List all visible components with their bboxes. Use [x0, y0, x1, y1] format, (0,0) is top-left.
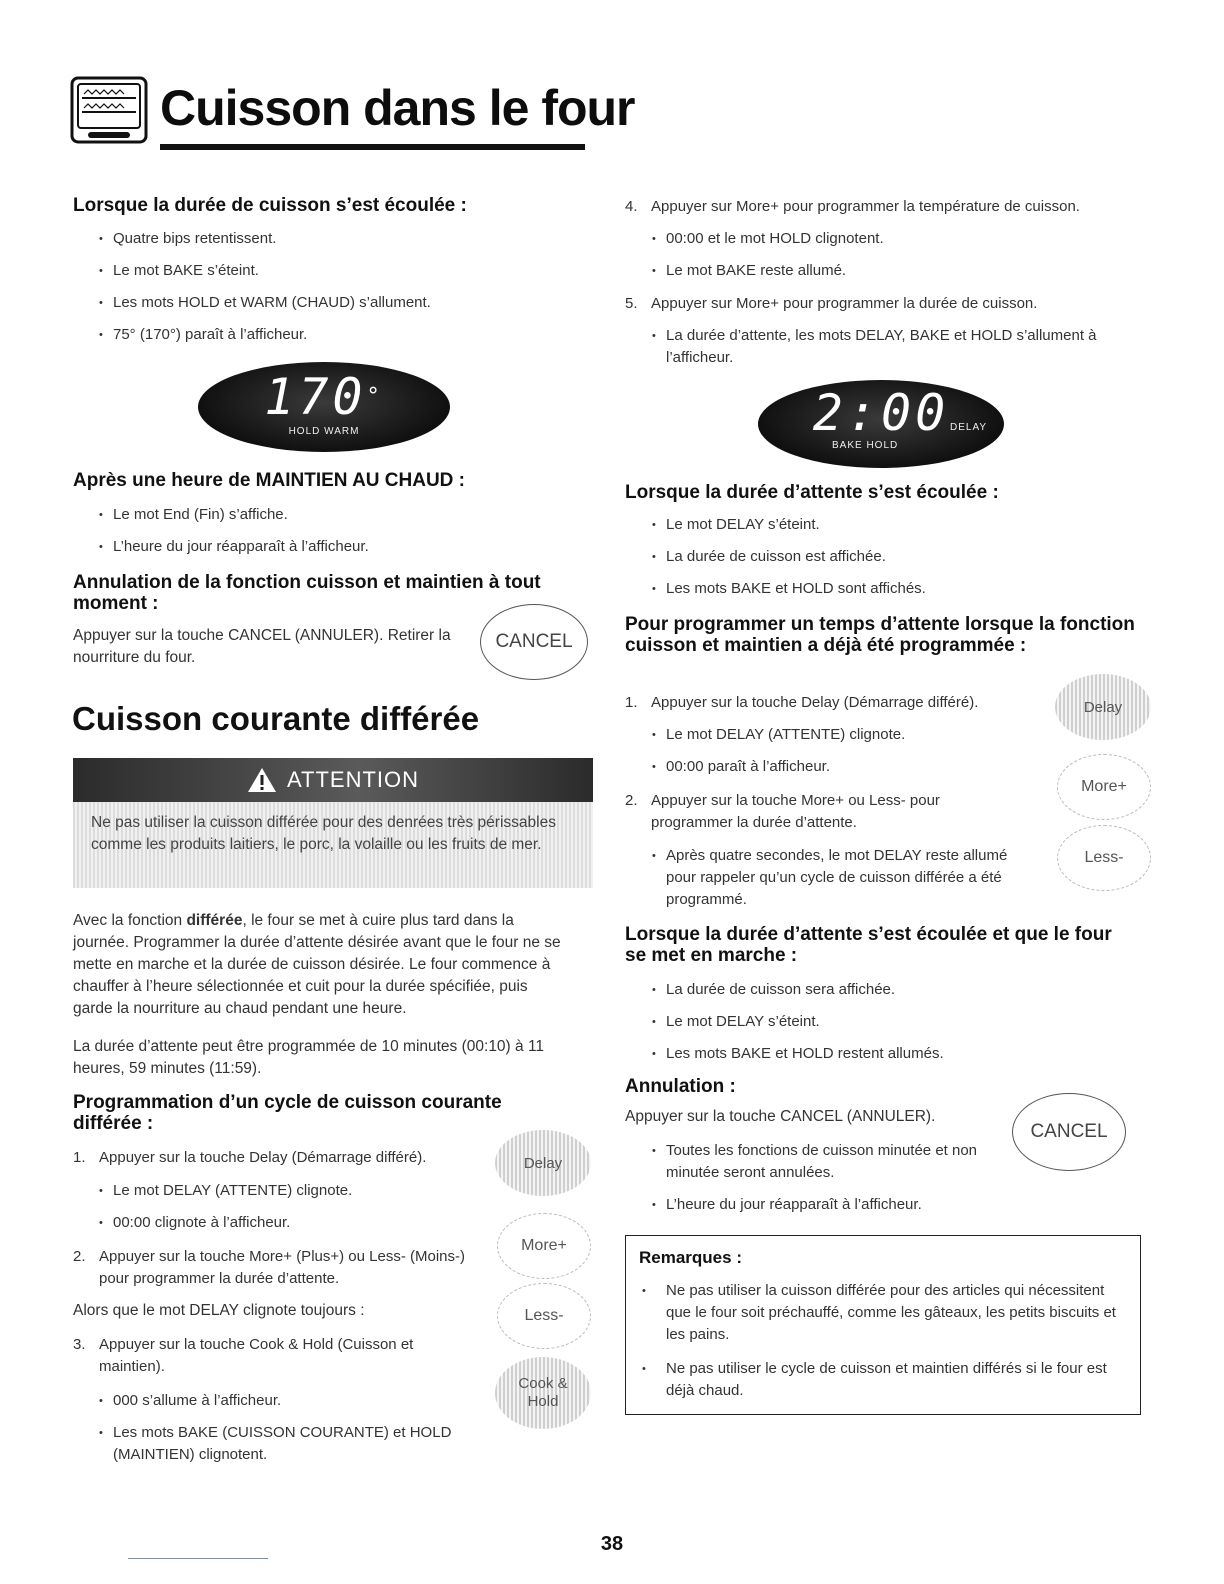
list-item: • L’heure du jour réapparaît à l’afficheur. [97, 536, 567, 558]
display-delay-label: DELAY [950, 422, 988, 433]
list-item: • Le mot DELAY (ATTENTE) clignote. [97, 1180, 477, 1202]
display-labels: BAKE HOLD [832, 440, 899, 451]
step-text: Appuyer sur la touche Delay (Démarrage différé). [651, 694, 979, 711]
display-value: 2:00 [812, 384, 950, 442]
list-item: • Le mot End (Fin) s’affiche. [97, 504, 567, 526]
paragraph: La durée d’attente peut être programmée de 10 minutes (00:10) à 11 heures, 59 minutes (11:59). [73, 1038, 545, 1077]
remarks-title: Remarques : [639, 1248, 742, 1267]
list-item: • 00:00 paraît à l’afficheur. [650, 756, 1050, 778]
section-heading: Programmation d’un cycle de cuisson courante différée : [73, 1092, 502, 1134]
oven-icon [70, 76, 148, 148]
less-key-label: Less- [524, 1307, 564, 1324]
delay-key[interactable] [495, 1130, 591, 1196]
step-4: 4. Appuyer sur More+ pour programmer la température de cuisson. [625, 196, 1145, 218]
list-item: • Les mots HOLD et WARM (CHAUD) s’allument. [97, 292, 567, 314]
step-2: 2. Appuyer sur la touche More+ ou Less- pour programmer la durée d’attente. [625, 790, 1025, 834]
cancel-key[interactable] [480, 604, 588, 680]
paragraph: Appuyer sur la touche CANCEL (ANNULER). [625, 1108, 936, 1125]
list-item: • Ne pas utiliser la cuisson différée pour des articles qui nécessitent que le four soit préchauffé, comme les gâteaux, les petits biscuits et les pains. [640, 1280, 1120, 1346]
display-degree: ° [366, 384, 384, 409]
cook-key-label: Cook & [518, 1375, 568, 1392]
list-item: • 00:00 et le mot HOLD clignotent. [650, 228, 1140, 250]
list-item: • Les mots BAKE et HOLD sont affichés. [650, 578, 1140, 600]
section-heading: Lorsque la durée d’attente s’est écoulée et que le four se met en marche : [625, 924, 1112, 966]
step-text: Appuyer sur la touche Cook & Hold (Cuisson et maintien). [99, 1336, 414, 1375]
step-3: 3. Appuyer sur la touche Cook & Hold (Cuisson et maintien). [73, 1334, 473, 1378]
note-text: Alors que le mot DELAY clignote toujours : [73, 1302, 365, 1319]
list-item: • La durée de cuisson sera affichée. [650, 979, 1140, 1001]
section-heading: Lorsque la durée de cuisson s’est écoulée : [73, 195, 467, 216]
paragraph-bold: différée [186, 912, 243, 929]
list-item: • La durée d’attente, les mots DELAY, BAKE et HOLD s’allument à l’afficheur. [650, 325, 1140, 369]
list-item: • Quatre bips retentissent. [97, 228, 567, 250]
list-item: • 000 s’allume à l’afficheur. [97, 1390, 497, 1412]
section-title: Cuisson courante différée [72, 700, 480, 737]
list-item: • Après quatre secondes, le mot DELAY reste allumé pour rappeler qu’un cycle de cuisson différée a été programmé. [650, 845, 1020, 911]
list-item: • Le mot DELAY s’éteint. [650, 1011, 1140, 1033]
paragraph [73, 910, 563, 1020]
attention-box [73, 758, 593, 888]
less-key[interactable] [1057, 825, 1151, 891]
footer-rule [128, 1558, 268, 1559]
attention-banner [73, 758, 593, 802]
list-item: • Le mot BAKE s’éteint. [97, 260, 567, 282]
list-item: • Le mot DELAY (ATTENTE) clignote. [650, 724, 1050, 746]
remarks-box [625, 1235, 1141, 1415]
step-text: Appuyer sur la touche More+ (Plus+) ou Less- (Moins-) pour programmer la durée d’attente. [99, 1248, 465, 1287]
page-number: 38 [600, 1533, 624, 1555]
delay-key-label: Delay [1083, 698, 1123, 716]
less-key[interactable] [497, 1283, 591, 1349]
less-key-label: Less- [1084, 849, 1124, 866]
warning-icon [247, 767, 277, 793]
attention-title: ATTENTION [286, 767, 420, 792]
cook-hold-key[interactable] [495, 1357, 591, 1429]
section-heading: Pour programmer un temps d’attente lorsque la fonction cuisson et maintien a déjà été programmée : [625, 614, 1135, 656]
section-heading: Annulation : [625, 1076, 736, 1097]
list-item: • Le mot BAKE reste allumé. [650, 260, 1140, 282]
list-item: • Les mots BAKE et HOLD restent allumés. [650, 1043, 1140, 1065]
list-item: • 00:00 clignote à l’afficheur. [97, 1212, 477, 1234]
oven-display-170 [198, 362, 450, 452]
step-2: 2. Appuyer sur la touche More+ (Plus+) ou Less- (Moins-) pour programmer la durée d’attente. [73, 1246, 473, 1290]
display-labels: HOLD WARM [288, 426, 360, 437]
list-item: • 75° (170°) paraît à l’afficheur. [97, 324, 567, 346]
more-key[interactable] [497, 1213, 591, 1279]
list-item: • Ne pas utiliser le cycle de cuisson et maintien différés si le four est déjà chaud. [640, 1358, 1120, 1402]
cancel-key-label: CANCEL [1030, 1121, 1108, 1142]
list-item: • Les mots BAKE (CUISSON COURANTE) et HOLD (MAINTIEN) clignotent. [97, 1422, 497, 1466]
more-key-label: More+ [1081, 778, 1127, 795]
list-item: • Le mot DELAY s’éteint. [650, 514, 1140, 536]
title-underline [160, 144, 585, 150]
step-text: Appuyer sur la touche Delay (Démarrage différé). [99, 1149, 427, 1166]
section-heading: Après une heure de MAINTIEN AU CHAUD : [73, 470, 465, 491]
step-1: 1. Appuyer sur la touche Delay (Démarrage différé). [73, 1147, 473, 1169]
section-heading: Annulation de la fonction cuisson et maintien à tout moment : [73, 572, 541, 614]
step-1: 1. Appuyer sur la touche Delay (Démarrage différé). [625, 692, 1045, 714]
paragraph-text: , le four se met à cuire plus tard dans la journée. Programmer la durée d’attente désirée avant que le four ne se mette en marche et la durée de cuisson désirée. Le four commence à chauffer à l’heure sélectionnée et cuit pour la durée spécifiée, puis garde la nourriture au chaud pendant une heure. [73, 912, 561, 1017]
more-key-label: More+ [521, 1237, 567, 1254]
step-text: Appuyer sur la touche More+ ou Less- pour programmer la durée d’attente. [651, 792, 940, 831]
paragraph: Appuyer sur la touche CANCEL (ANNULER). Retirer la nourriture du four. [73, 627, 451, 666]
cancel-key-label: CANCEL [495, 631, 573, 652]
step-5: 5. Appuyer sur More+ pour programmer la durée de cuisson. [625, 293, 1145, 315]
paragraph-text: Avec la fonction [73, 912, 187, 929]
list-item: • La durée de cuisson est affichée. [650, 546, 1140, 568]
cancel-key[interactable] [1012, 1093, 1126, 1171]
delay-key[interactable] [1055, 674, 1151, 740]
attention-text: Ne pas utiliser la cuisson différée pour des denrées très périssables comme les produits laitiers, le porc, la volaille ou les fruits de mer. [91, 814, 556, 853]
more-key[interactable] [1057, 754, 1151, 820]
list-item: • L’heure du jour réapparaît à l’afficheur. [650, 1194, 1000, 1216]
oven-display-200 [758, 380, 1004, 468]
hold-key-label: Hold [527, 1393, 559, 1410]
list-item: • Toutes les fonctions de cuisson minutée et non minutée seront annulées. [650, 1140, 1000, 1184]
page-title: Cuisson dans le four [160, 80, 635, 136]
display-value: 170 [264, 368, 367, 426]
step-text: Appuyer sur More+ pour programmer la température de cuisson. [651, 198, 1080, 215]
step-text: Appuyer sur More+ pour programmer la durée de cuisson. [651, 295, 1038, 312]
delay-key-label: Delay [523, 1154, 563, 1172]
section-heading: Lorsque la durée d’attente s’est écoulée : [625, 482, 999, 503]
